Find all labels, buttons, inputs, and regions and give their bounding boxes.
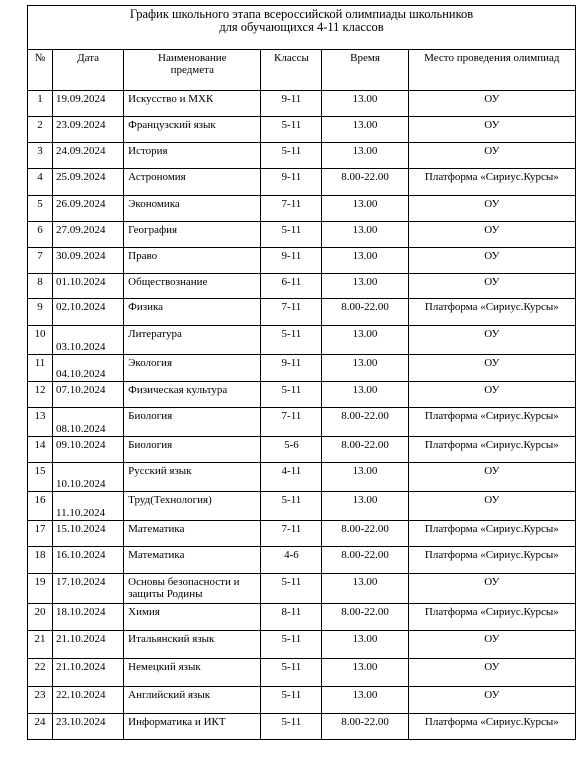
table-row bbox=[28, 274, 576, 299]
row-place: ОУ bbox=[408, 355, 575, 382]
table-row bbox=[28, 382, 576, 408]
row-classes: 6-11 bbox=[261, 274, 322, 299]
row-number: 13 bbox=[28, 408, 53, 437]
header-date: Дата bbox=[53, 50, 124, 91]
row-classes: 7-11 bbox=[261, 196, 322, 222]
header-num: № bbox=[28, 50, 53, 91]
table-row bbox=[28, 492, 576, 521]
row-place: Платформа «Сириус.Курсы» bbox=[408, 408, 575, 437]
row-number: 17 bbox=[28, 521, 53, 547]
header-row bbox=[28, 50, 576, 91]
row-time: 8.00-22.00 bbox=[322, 521, 408, 547]
row-subject: Математика bbox=[124, 521, 261, 547]
row-number: 20 bbox=[28, 604, 53, 631]
row-time: 8.00-22.00 bbox=[322, 547, 408, 574]
row-number: 24 bbox=[28, 714, 53, 740]
row-classes: 9-11 bbox=[261, 91, 322, 117]
row-date: 27.09.2024 bbox=[53, 222, 124, 248]
row-number: 2 bbox=[28, 117, 53, 143]
header-subject bbox=[124, 50, 261, 91]
row-subject: Информатика и ИКТ bbox=[124, 714, 261, 740]
row-date: 15.10.2024 bbox=[53, 521, 124, 547]
row-place: ОУ bbox=[408, 574, 575, 604]
row-time: 13.00 bbox=[322, 492, 408, 521]
row-subject: Литература bbox=[124, 326, 261, 355]
row-classes: 5-11 bbox=[261, 659, 322, 687]
table-row bbox=[28, 299, 576, 326]
header-place: Место проведения олимпиад bbox=[408, 50, 575, 91]
row-place: ОУ bbox=[408, 631, 575, 659]
table-row bbox=[28, 631, 576, 659]
row-time: 13.00 bbox=[322, 143, 408, 169]
row-subject: Основы безопасности и защиты Родины bbox=[124, 574, 261, 604]
row-date: 21.10.2024 bbox=[53, 631, 124, 659]
table-row bbox=[28, 659, 576, 687]
row-subject: Химия bbox=[124, 604, 261, 631]
row-place: ОУ bbox=[408, 463, 575, 492]
row-time: 8.00-22.00 bbox=[322, 604, 408, 631]
row-subject: Русский язык bbox=[124, 463, 261, 492]
row-classes: 7-11 bbox=[261, 408, 322, 437]
row-date: 22.10.2024 bbox=[53, 687, 124, 714]
row-classes: 7-11 bbox=[261, 521, 322, 547]
row-place: Платформа «Сириус.Курсы» bbox=[408, 299, 575, 326]
row-date: 16.10.2024 bbox=[53, 547, 124, 574]
row-subject: Биология bbox=[124, 437, 261, 463]
table-row bbox=[28, 604, 576, 631]
row-classes: 5-11 bbox=[261, 631, 322, 659]
row-subject: Экономика bbox=[124, 196, 261, 222]
table-row bbox=[28, 437, 576, 463]
row-time: 13.00 bbox=[322, 382, 408, 408]
row-date: 21.10.2024 bbox=[53, 659, 124, 687]
row-date: 08.10.2024 bbox=[53, 408, 124, 437]
table-row bbox=[28, 143, 576, 169]
row-place: ОУ bbox=[408, 248, 575, 274]
table-row bbox=[28, 408, 576, 437]
row-number: 14 bbox=[28, 437, 53, 463]
row-number: 18 bbox=[28, 547, 53, 574]
row-subject: Французский язык bbox=[124, 117, 261, 143]
row-classes: 9-11 bbox=[261, 169, 322, 196]
row-subject: Обществознание bbox=[124, 274, 261, 299]
table-row bbox=[28, 463, 576, 492]
row-place: Платформа «Сириус.Курсы» bbox=[408, 437, 575, 463]
row-classes: 4-11 bbox=[261, 463, 322, 492]
table-row bbox=[28, 169, 576, 196]
row-date: 25.09.2024 bbox=[53, 169, 124, 196]
row-place: Платформа «Сириус.Курсы» bbox=[408, 714, 575, 740]
row-classes: 5-11 bbox=[261, 687, 322, 714]
row-place: ОУ bbox=[408, 659, 575, 687]
row-subject: Математика bbox=[124, 547, 261, 574]
table-row bbox=[28, 326, 576, 355]
header-classes: Классы bbox=[261, 50, 322, 91]
row-number: 23 bbox=[28, 687, 53, 714]
row-date: 26.09.2024 bbox=[53, 196, 124, 222]
row-number: 3 bbox=[28, 143, 53, 169]
row-classes: 9-11 bbox=[261, 355, 322, 382]
row-subject: Право bbox=[124, 248, 261, 274]
row-classes: 9-11 bbox=[261, 248, 322, 274]
table-row bbox=[28, 196, 576, 222]
row-time: 13.00 bbox=[322, 659, 408, 687]
row-number: 22 bbox=[28, 659, 53, 687]
row-number: 15 bbox=[28, 463, 53, 492]
row-time: 13.00 bbox=[322, 91, 408, 117]
row-date: 30.09.2024 bbox=[53, 248, 124, 274]
row-subject: Немецкий язык bbox=[124, 659, 261, 687]
row-place: ОУ bbox=[408, 492, 575, 521]
row-place: ОУ bbox=[408, 222, 575, 248]
row-date: 04.10.2024 bbox=[53, 355, 124, 382]
row-time: 13.00 bbox=[322, 463, 408, 492]
row-time: 13.00 bbox=[322, 355, 408, 382]
row-classes: 5-11 bbox=[261, 117, 322, 143]
row-classes: 5-11 bbox=[261, 143, 322, 169]
table-row bbox=[28, 547, 576, 574]
row-time: 13.00 bbox=[322, 117, 408, 143]
row-time: 13.00 bbox=[322, 248, 408, 274]
row-classes: 5-11 bbox=[261, 714, 322, 740]
row-date: 23.09.2024 bbox=[53, 117, 124, 143]
row-subject: Астрономия bbox=[124, 169, 261, 196]
row-classes: 7-11 bbox=[261, 299, 322, 326]
row-place: ОУ bbox=[408, 687, 575, 714]
row-number: 4 bbox=[28, 169, 53, 196]
title-line-1: График школьного этапа всероссийской олимпиады школьников bbox=[129, 7, 474, 21]
row-classes: 4-6 bbox=[261, 547, 322, 574]
row-subject: Экология bbox=[124, 355, 261, 382]
table-row bbox=[28, 521, 576, 547]
row-classes: 8-11 bbox=[261, 604, 322, 631]
row-number: 10 bbox=[28, 326, 53, 355]
row-time: 13.00 bbox=[322, 687, 408, 714]
row-place: ОУ bbox=[408, 117, 575, 143]
row-subject: Биология bbox=[124, 408, 261, 437]
row-place: ОУ bbox=[408, 274, 575, 299]
row-place: ОУ bbox=[408, 143, 575, 169]
row-subject: Физика bbox=[124, 299, 261, 326]
title-row bbox=[28, 6, 576, 50]
table-row bbox=[28, 91, 576, 117]
row-classes: 5-11 bbox=[261, 222, 322, 248]
row-place: Платформа «Сириус.Курсы» bbox=[408, 169, 575, 196]
row-number: 19 bbox=[28, 574, 53, 604]
table-row bbox=[28, 117, 576, 143]
row-place: ОУ bbox=[408, 382, 575, 408]
row-number: 9 bbox=[28, 299, 53, 326]
table-row bbox=[28, 355, 576, 382]
row-subject: Искусство и МХК bbox=[124, 91, 261, 117]
row-date: 09.10.2024 bbox=[53, 437, 124, 463]
table-row bbox=[28, 248, 576, 274]
table-row bbox=[28, 574, 576, 604]
row-place: Платформа «Сириус.Курсы» bbox=[408, 604, 575, 631]
row-date: 10.10.2024 bbox=[53, 463, 124, 492]
document-title bbox=[28, 6, 576, 50]
row-classes: 5-11 bbox=[261, 492, 322, 521]
header-subject-line-1: Наименование bbox=[158, 52, 227, 64]
olympiad-schedule-table bbox=[27, 5, 576, 740]
row-time: 8.00-22.00 bbox=[322, 299, 408, 326]
row-date: 11.10.2024 bbox=[53, 492, 124, 521]
row-date: 24.09.2024 bbox=[53, 143, 124, 169]
row-date: 23.10.2024 bbox=[53, 714, 124, 740]
row-date: 19.09.2024 bbox=[53, 91, 124, 117]
table-row bbox=[28, 222, 576, 248]
row-classes: 5-6 bbox=[261, 437, 322, 463]
row-time: 8.00-22.00 bbox=[322, 714, 408, 740]
row-subject: Итальянский язык bbox=[124, 631, 261, 659]
row-date: 02.10.2024 bbox=[53, 299, 124, 326]
row-place: ОУ bbox=[408, 91, 575, 117]
row-number: 16 bbox=[28, 492, 53, 521]
row-date: 18.10.2024 bbox=[53, 604, 124, 631]
row-time: 8.00-22.00 bbox=[322, 437, 408, 463]
header-time: Время bbox=[322, 50, 408, 91]
row-time: 13.00 bbox=[322, 326, 408, 355]
row-classes: 5-11 bbox=[261, 382, 322, 408]
row-classes: 5-11 bbox=[261, 574, 322, 604]
row-subject: История bbox=[124, 143, 261, 169]
row-date: 17.10.2024 bbox=[53, 574, 124, 604]
row-number: 8 bbox=[28, 274, 53, 299]
row-subject: Английский язык bbox=[124, 687, 261, 714]
row-time: 13.00 bbox=[322, 222, 408, 248]
title-line-2: для обучающихся 4-11 классов bbox=[219, 20, 384, 34]
row-number: 7 bbox=[28, 248, 53, 274]
row-subject: География bbox=[124, 222, 261, 248]
row-date: 01.10.2024 bbox=[53, 274, 124, 299]
row-place: Платформа «Сириус.Курсы» bbox=[408, 547, 575, 574]
row-number: 1 bbox=[28, 91, 53, 117]
row-subject: Труд(Технология) bbox=[124, 492, 261, 521]
row-place: ОУ bbox=[408, 196, 575, 222]
schedule-rows bbox=[28, 91, 576, 740]
row-date: 03.10.2024 bbox=[53, 326, 124, 355]
row-place: ОУ bbox=[408, 326, 575, 355]
row-number: 21 bbox=[28, 631, 53, 659]
row-time: 13.00 bbox=[322, 631, 408, 659]
row-time: 13.00 bbox=[322, 196, 408, 222]
row-number: 12 bbox=[28, 382, 53, 408]
table-row bbox=[28, 714, 576, 740]
row-time: 8.00-22.00 bbox=[322, 408, 408, 437]
row-time: 8.00-22.00 bbox=[322, 169, 408, 196]
row-number: 5 bbox=[28, 196, 53, 222]
row-number: 11 bbox=[28, 355, 53, 382]
row-classes: 5-11 bbox=[261, 326, 322, 355]
row-time: 13.00 bbox=[322, 574, 408, 604]
row-number: 6 bbox=[28, 222, 53, 248]
row-subject: Физическая культура bbox=[124, 382, 261, 408]
row-time: 13.00 bbox=[322, 274, 408, 299]
header-subject-line-2: предмета bbox=[170, 64, 214, 76]
table-row bbox=[28, 687, 576, 714]
row-date: 07.10.2024 bbox=[53, 382, 124, 408]
row-place: Платформа «Сириус.Курсы» bbox=[408, 521, 575, 547]
